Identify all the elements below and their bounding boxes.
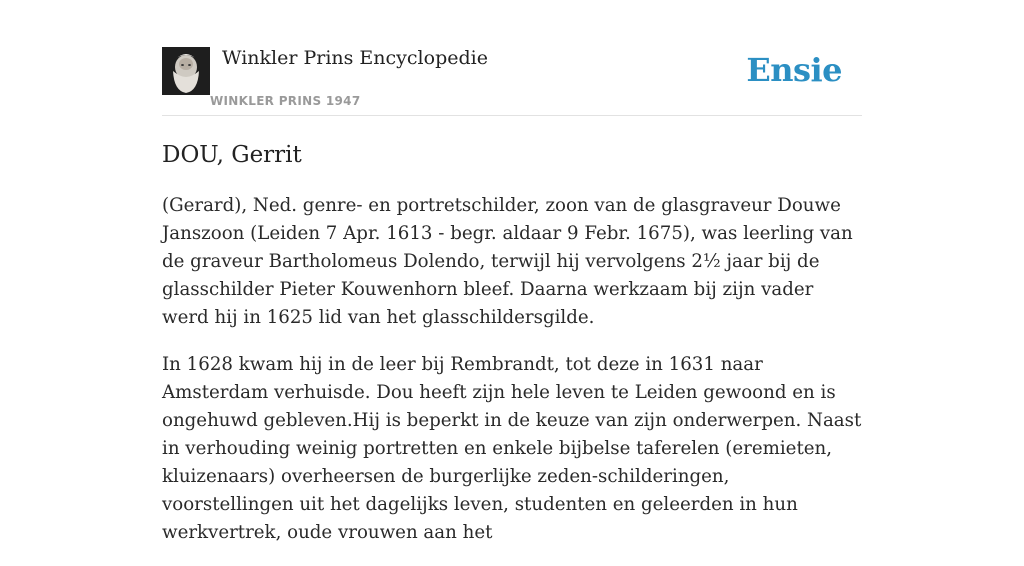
source-edition-label[interactable]: WINKLER PRINS 1947	[210, 94, 361, 108]
source-title[interactable]: Winkler Prins Encyclopedie	[222, 47, 488, 69]
article-paragraph: (Gerard), Ned. genre- en portretschilder, zoon van de glasgraveur Douwe Janszoon (Leiden 7 Apr. 1613 - begr. aldaar 9 Febr. 1675), was leerling van de graveur Bartholomeus Dolendo, terwijl hij vervolgens 2½ jaar bij de glasschilder Pieter Kouwenhorn bleef. Daarna werkzaam bij zijn vader werd hij in 1625 lid van het glasschildersgilde.	[162, 195, 853, 328]
content-column	[162, 0, 862, 543]
article-paragraph: In 1628 kwam hij in de leer bij Rembrandt, tot deze in 1631 naar Amsterdam verhuisde. Dou heeft zijn hele leven te Leiden gewoond en is ongehuwd gebleven.Hij is beperkt in de keuze van zijn onderwerpen. Naast in verhouding weinig portretten en enkele bijbelse taferelen (eremieten, kluizenaars) overheersen de burgerlijke zeden-schilderingen, voorstellingen uit het dagelijks leven, studenten en geleerden in hun werkvertrek, oude vrouwen aan het	[162, 354, 862, 543]
article-body	[162, 192, 862, 566]
bearded-man-portrait-icon	[162, 47, 210, 95]
source-header	[162, 0, 862, 116]
source-avatar[interactable]	[162, 47, 210, 95]
article-title: DOU, Gerrit	[162, 142, 302, 168]
ensie-logo[interactable]: Ensie	[746, 51, 842, 89]
